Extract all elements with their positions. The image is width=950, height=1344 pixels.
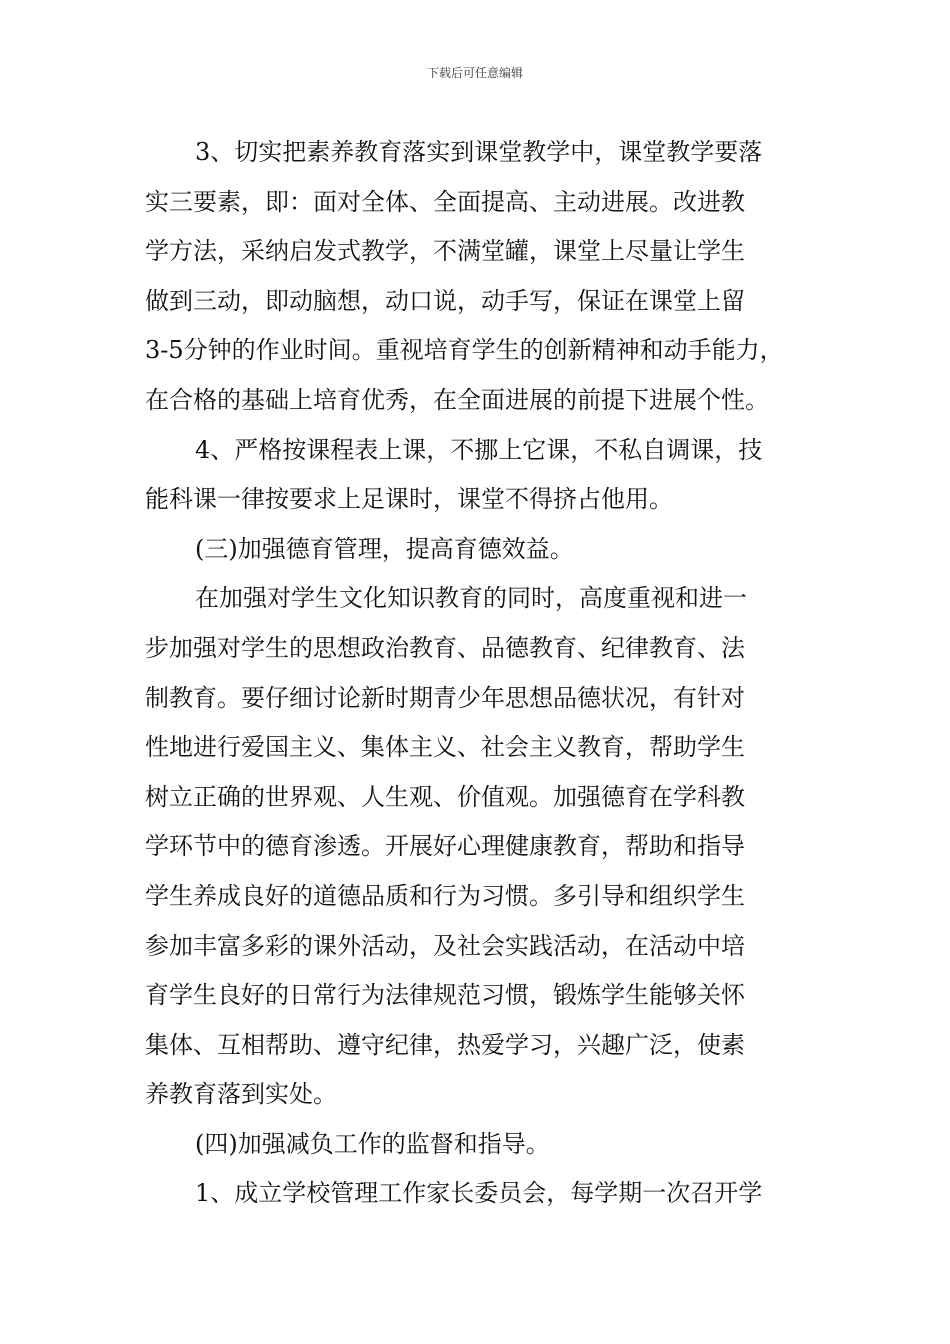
text-line: 4、严格按课程表上课，不挪上它课，不私自调课，技 [195, 435, 763, 464]
document-body [145, 128, 825, 1219]
text-line: 3、切实把素养教育落实到课堂教学中，课堂教学要落 [195, 138, 763, 166]
text-line: 制教育。要仔细讨论新时期青少年思想品德状况，有针对 [145, 683, 745, 712]
text-line: 步加强对学生的思想政治教育、品德教育、纪律教育、法 [145, 633, 745, 662]
text-line: 能科课一律按要求上足课时，课堂不得挤占他用。 [145, 485, 673, 514]
text-line: 养教育落到实处。 [145, 1080, 337, 1109]
section-heading: (四)加强减负工作的监督和指导。 [195, 1129, 550, 1158]
text-line: 参加丰富多彩的课外活动，及社会实践活动，在活动中培 [145, 931, 745, 960]
text-line: 实三要素，即：面对全体、全面提高、主动进展。改进教 [145, 187, 745, 216]
text-line: 做到三动，即动脑想，动口说，动手写，保证在课堂上留 [145, 286, 745, 315]
text-line: 学环节中的德育渗透。开展好心理健康教育，帮助和指导 [145, 832, 745, 861]
text-line: 学方法，采纳启发式教学，不满堂罐，课堂上尽量让学生 [145, 237, 745, 266]
text-line: 性地进行爱国主义、集体主义、社会主义教育，帮助学生 [145, 733, 745, 762]
section-heading: (三)加强德育管理，提高育德效益。 [195, 534, 574, 563]
text-line: 学生养成良好的道德品质和行为习惯。多引导和组织学生 [145, 881, 745, 910]
text-line: 育学生良好的日常行为法律规范习惯，锻炼学生能够关怀 [145, 981, 745, 1010]
text-line: 在合格的基础上培育优秀，在全面进展的前提下进展个性。 [145, 385, 769, 414]
text-line: 树立正确的世界观、人生观、价值观。加强德育在学科教 [145, 782, 745, 811]
text-line: 3-5分钟的作业时间。重视培育学生的创新精神和动手能力， [145, 336, 784, 365]
text-line: 在加强对学生文化知识教育的同时，高度重视和进一 [195, 584, 747, 613]
page-header-note: 下载后可任意编辑 [426, 66, 523, 80]
text-line: 1、成立学校管理工作家长委员会，每学期一次召开学 [195, 1179, 763, 1208]
text-line: 集体、互相帮助、遵守纪律，热爱学习，兴趣广泛，使素 [145, 1030, 745, 1059]
